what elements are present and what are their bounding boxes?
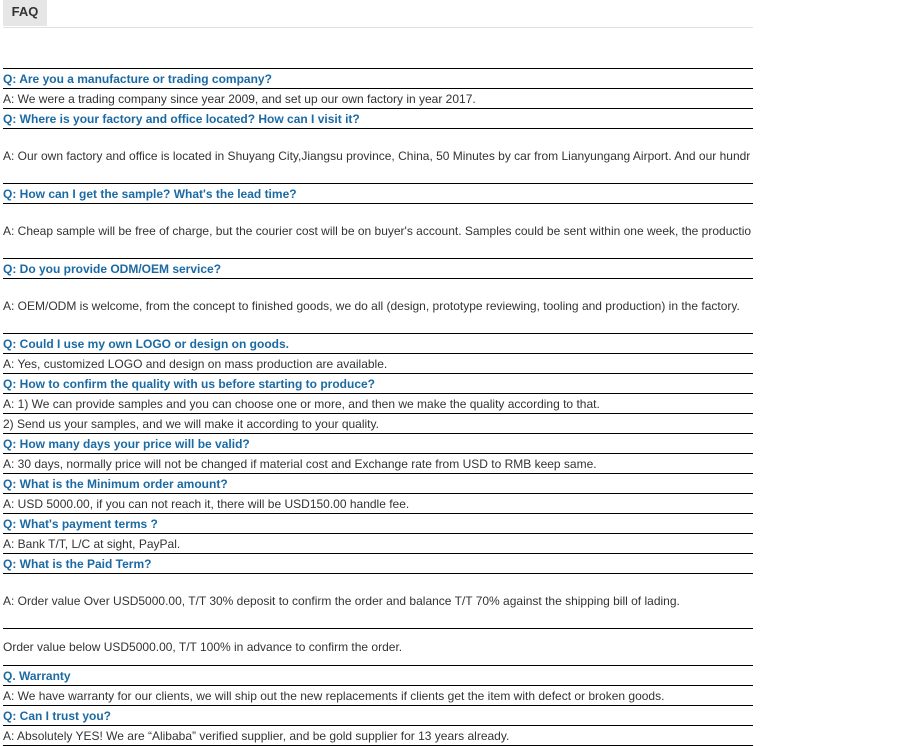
faq-answer: A: Absolutely YES! We are “Alibaba” verified supplier, and be gold supplier for 13 years already. [3,726,753,746]
faq-question: Q: How can I get the sample? What's the lead time? [3,184,753,204]
faq-question: Q: What is the Minimum order amount? [3,474,753,494]
faq-answer: A: Bank T/T, L/C at sight, PayPal. [3,534,753,554]
faq-answer: 2) Send us your samples, and we will make it according to your quality. [3,414,753,434]
faq-question: Q: Do you provide ODM/OEM service? [3,259,753,279]
faq-question: Q: Where is your factory and office located? How can I visit it? [3,109,753,129]
faq-question: Q: Could I use my own LOGO or design on goods. [3,334,753,354]
faq-answer: Order value below USD5000.00, T/T 100% in advance to confirm the order. [3,629,753,666]
faq-question: Q: Are you a manufacture or trading company? [3,69,753,89]
faq-question: Q: What is the Paid Term? [3,554,753,574]
faq-answer: A: USD 5000.00, if you can not reach it, there will be USD150.00 handle fee. [3,494,753,514]
faq-answer: A: Our own factory and office is located in Shuyang City,Jiangsu province, China, 50 Minutes by car from Lianyungang Airport. And our hundr [3,129,753,184]
faq-question: Q: Can I trust you? [3,706,753,726]
faq-answer: A: OEM/ODM is welcome, from the concept to finished goods, we do all (design, prototype reviewing, tooling and production) in the factory. [3,279,753,334]
faq-question: Q: How many days your price will be valid? [3,434,753,454]
tab-faq[interactable]: FAQ [3,0,47,26]
faq-question: Q: What's payment terms ? [3,514,753,534]
faq-question: Q: How to confirm the quality with us before starting to produce? [3,374,753,394]
faq-question: Q. Warranty [3,666,753,686]
faq-table [3,68,753,746]
faq-answer: A: Order value Over USD5000.00, T/T 30% deposit to confirm the order and balance T/T 70% against the shipping bill of lading. [3,574,753,629]
faq-answer: A: 30 days, normally price will not be changed if material cost and Exchange rate from USD to RMB keep same. [3,454,753,474]
faq-answer: A: Yes, customized LOGO and design on mass production are available. [3,354,753,374]
faq-answer: A: Cheap sample will be free of charge, but the courier cost will be on buyer's account. Samples could be sent within one week, the productio [3,204,753,259]
faq-answer: A: We were a trading company since year 2009, and set up our own factory in year 2017. [3,89,753,109]
tab-bar [3,0,753,28]
faq-answer: A: We have warranty for our clients, we will ship out the new replacements if clients get the item with defect or broken goods. [3,686,753,706]
faq-answer: A: 1) We can provide samples and you can choose one or more, and then we make the quality according to that. [3,394,753,414]
